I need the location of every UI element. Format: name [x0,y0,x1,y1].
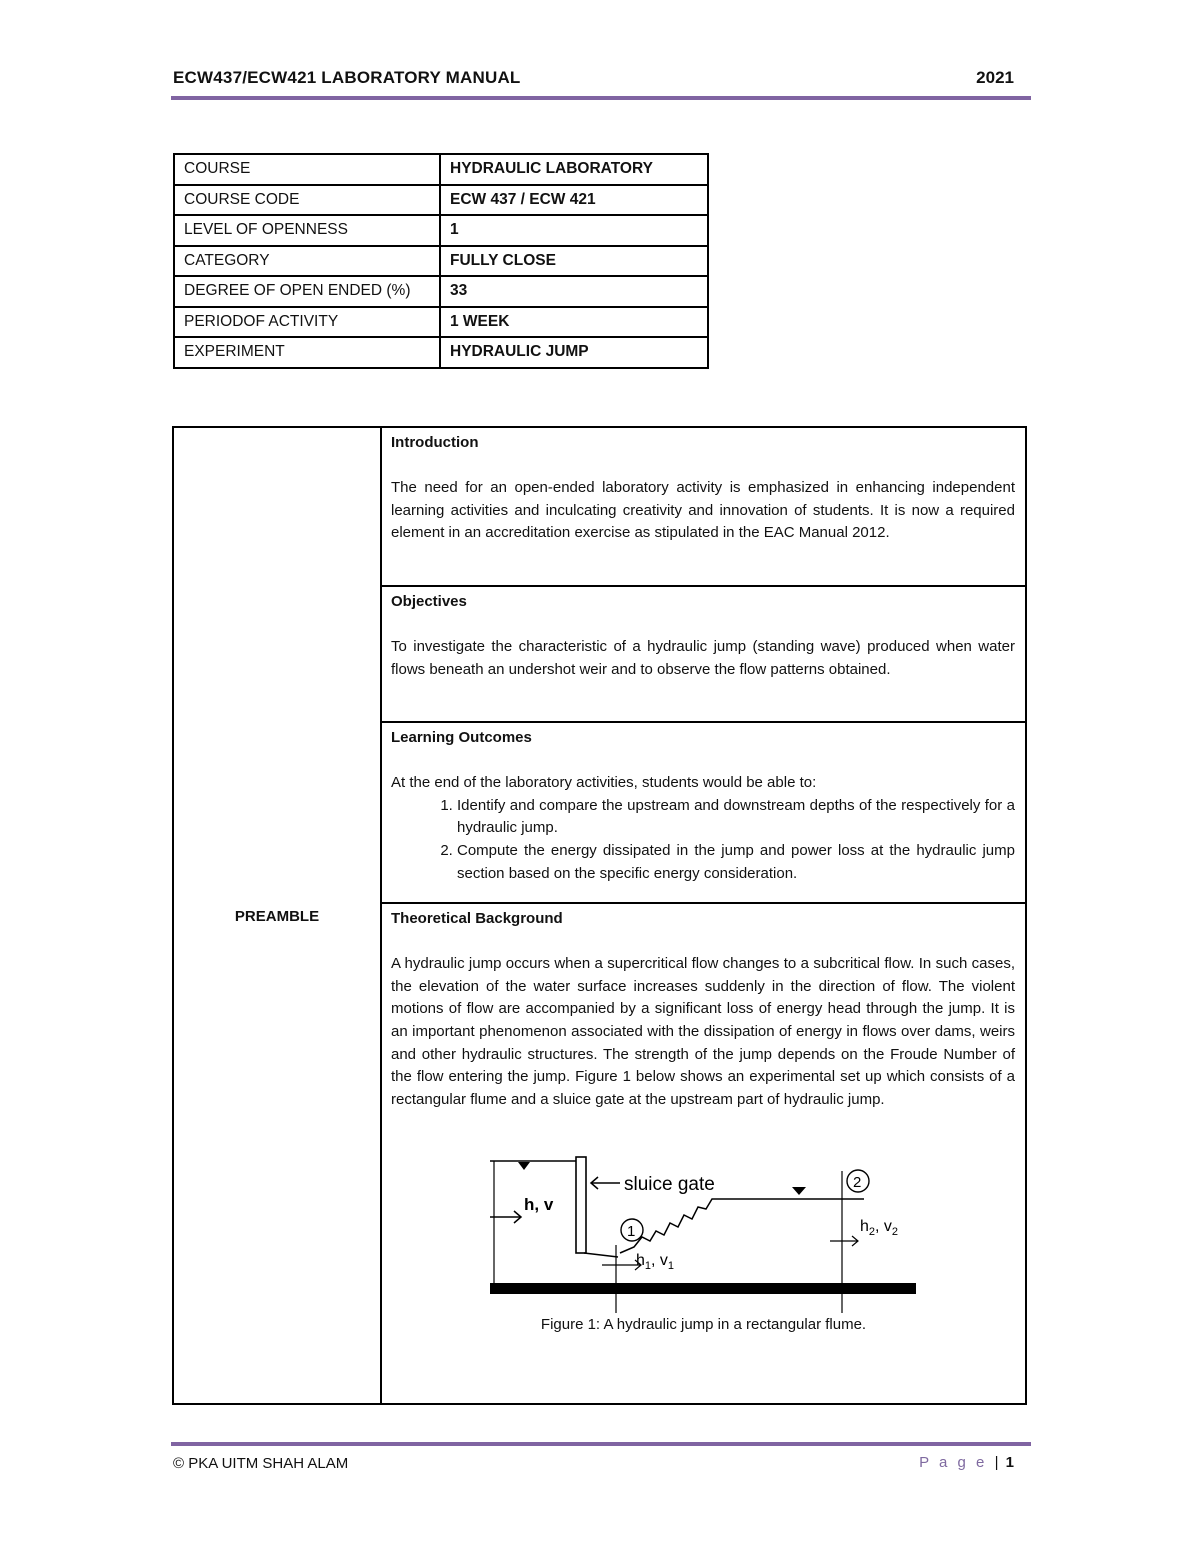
course-info-table [173,153,709,369]
preamble-table [172,426,1027,1405]
info-value: FULLY CLOSE [440,246,708,277]
table-row [174,307,708,338]
info-value: HYDRAULIC LABORATORY [440,154,708,185]
list-item: 1. Identify and compare the upstream and downstream depths of the respectively for a hydraulic jump. [457,795,1015,840]
info-key: COURSE [174,154,440,185]
objectives-heading: Objectives [391,593,467,610]
info-key: COURSE CODE [174,185,440,216]
introduction-text: The need for an open-ended laboratory activity is emphasized in enhancing independent learning activities and inculcating creativity and innovation of students. It is now a required element in an accreditation exercise as stipulated in the EAC Manual 2012. [391,479,1015,542]
objectives-section [382,587,1025,723]
page-header-title: ECW437/ECW421 LABORATORY MANUAL [173,68,521,87]
info-key: LEVEL OF OPENNESS [174,215,440,246]
channel-bed [490,1283,916,1294]
header-divider [171,96,1031,100]
downstream-water-level-marker [792,1187,806,1195]
hydraulic-jump-figure [484,1153,924,1323]
page-header-year: 2021 [976,68,1014,87]
table-row [174,276,708,307]
list-item: 2. Compute the energy dissipated in the jump and power loss at the hydraulic jump section based on the specific energy consideration. [457,840,1015,885]
footer-page-number [919,1454,1014,1471]
learning-outcomes-list [391,795,1015,885]
figure-caption: Figure 1: A hydraulic jump in a rectangular flume. [540,1316,867,1333]
introduction-section [382,428,1025,587]
preamble-label: PREAMBLE [234,908,320,925]
info-value: HYDRAULIC JUMP [440,337,708,368]
page-label: P a g e [919,1454,988,1471]
preamble-label-cell [174,428,382,1403]
info-value: 33 [440,276,708,307]
svg-text:2: 2 [853,1174,862,1191]
section-2-label: $h_2$, $v_2$ [860,1218,899,1238]
theoretical-background-heading: Theoretical Background [391,910,563,927]
table-row [174,185,708,216]
info-key: EXPERIMENT [174,337,440,368]
learning-outcomes-intro: At the end of the laboratory activities, students would be able to: [391,774,817,792]
upstream-water-level-marker [518,1162,530,1170]
sluice-gate [576,1157,586,1253]
table-row [174,246,708,277]
learning-outcomes-section [382,723,1025,904]
info-value: ECW 437 / ECW 421 [440,185,708,216]
learning-outcomes-heading: Learning Outcomes [391,729,532,746]
info-value: 1 WEEK [440,307,708,338]
page-number: 1 [1005,1454,1014,1471]
objectives-text: To investigate the characteristic of a hydraulic jump (standing wave) produced when water flows beneath an undershot weir and to observe the flow patterns obtained. [391,638,1015,678]
footer-divider [171,1442,1031,1446]
upstream-depth-label: h, v [524,1195,554,1214]
section-1-label: $h_1$, $v_1$ [636,1252,675,1272]
svg-text:1: 1 [627,1223,636,1240]
table-row [174,337,708,368]
theoretical-background-text: A hydraulic jump occurs when a supercritical flow changes to a subcritical flow. In such cases, the elevation of the water surface increases suddenly in the direction of flow. The violent motions of flow are accompanied by a significant loss of energy head through the jump. It is an important phenomenon associated with the dissipation of energy in flows over dams, weirs and other hydraulic structures. The strength of the jump depends on the Froude Number of the flow entering the jump. Figure 1 below shows an experimental set up which consists of a rectangular flume and a sluice gate at the upstream part of hydraulic jump. [391,955,1015,1108]
page-separator: | [994,1454,999,1471]
sluice-gate-label: sluice gate [624,1174,715,1195]
info-key: PERIODOF ACTIVITY [174,307,440,338]
table-row [174,154,708,185]
info-key: CATEGORY [174,246,440,277]
info-value: 1 [440,215,708,246]
info-key: DEGREE OF OPEN ENDED (%) [174,276,440,307]
table-row [174,215,708,246]
introduction-heading: Introduction [391,434,479,451]
footer-copyright: © PKA UITM SHAH ALAM [173,1455,349,1472]
